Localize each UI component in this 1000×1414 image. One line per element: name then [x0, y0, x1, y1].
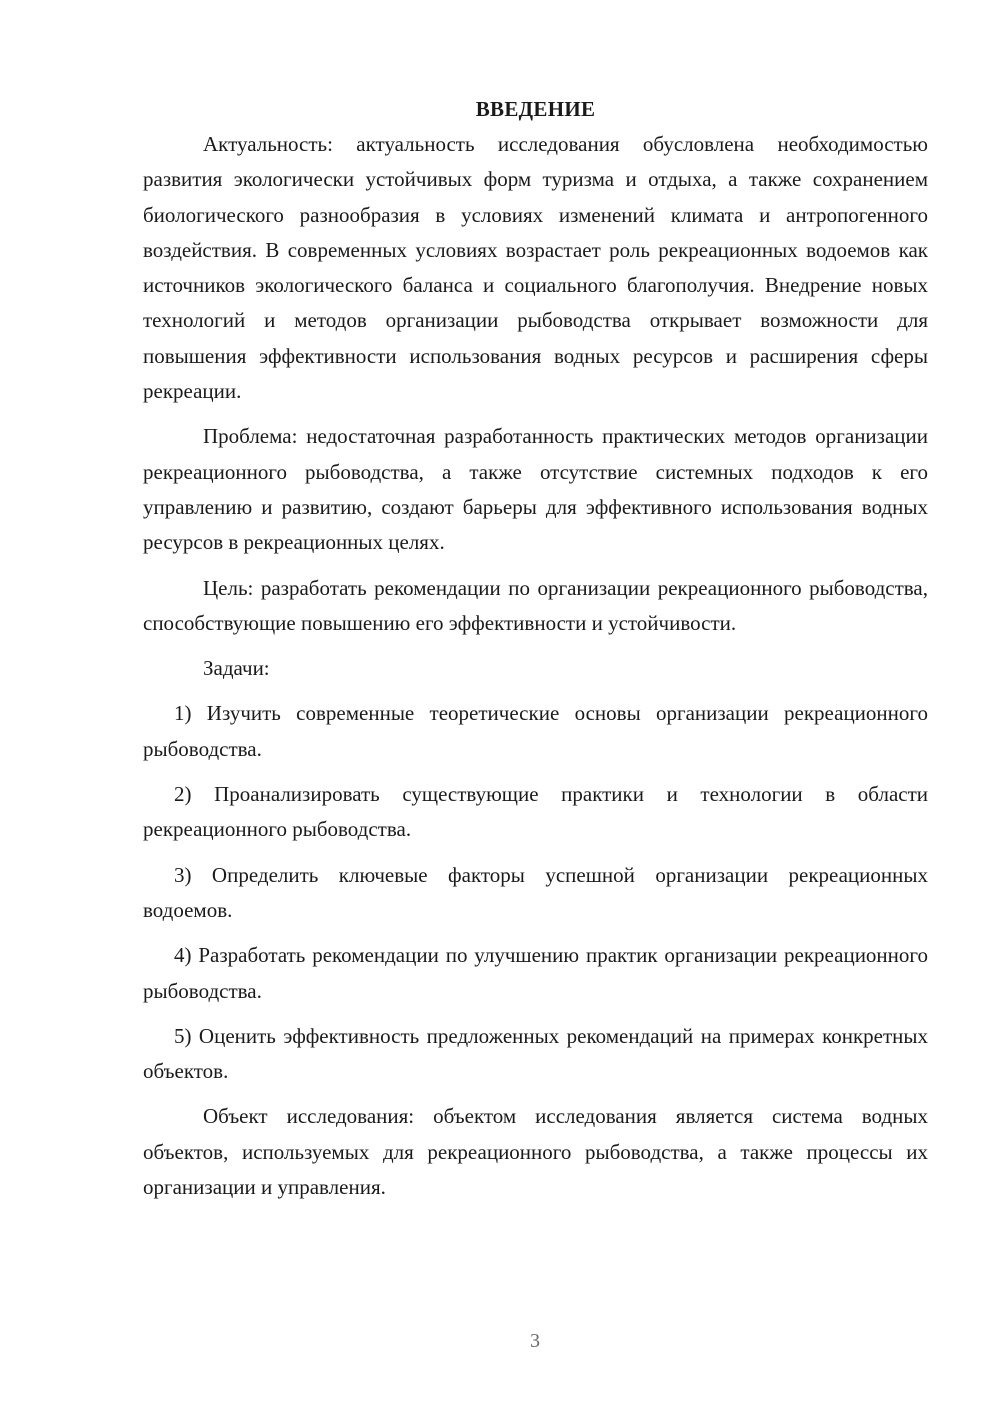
tasks-list	[143, 696, 928, 1089]
document-page	[143, 92, 928, 1205]
paragraph-object: Объект исследования: объектом исследования является система водных объектов, используемых для рекреационного рыбоводства, а также процессы их организации и управления.	[143, 1104, 928, 1200]
list-item: 1) Изучить современные теоретические основы организации рекреационного рыбоводства.	[143, 701, 928, 761]
tasks-heading: Задачи:	[203, 656, 270, 681]
list-item: 5) Оценить эффективность предложенных рекомендаций на примерах конкретных объектов.	[143, 1023, 928, 1084]
page-number: 3	[530, 1330, 540, 1352]
paragraph-problem: Проблема: недостаточная разработанность практических методов организации рекреационного рыбоводства, а также отсутствие системных подходов к его управлению и развитию, создают барьеры для эффективного использования водных ресурсов в рекреационных целях.	[143, 424, 928, 555]
page-title: ВВЕДЕНИЕ	[475, 97, 596, 121]
list-item: 3) Определить ключевые факторы успешной организации рекреационных водоемов.	[143, 862, 928, 922]
list-item: 4) Разработать рекомендации по улучшению практик организации рекреационного рыбоводства.	[143, 943, 928, 1003]
list-item: 2) Проанализировать существующие практики и технологии в области рекреационного рыбоводства.	[143, 782, 928, 842]
paragraph-relevance: Актуальность: актуальность исследования обусловлена необходимостью развития экологически устойчивых форм туризма и отдыха, а также сохранением биологического разнообразия в условиях изменений климата и антропогенного воздействия. В современных условиях возрастает роль рекреационных водоемов как источников экологического баланса и социального благополучия. Внедрение новых технологий и методов организации рыбоводства открывает возможности для повышения эффективности использования водных ресурсов и расширения сферы рекреации.	[143, 132, 928, 404]
paragraph-goal: Цель: разработать рекомендации по организации рекреационного рыбоводства, способствующие повышению его эффективности и устойчивости.	[143, 575, 928, 635]
